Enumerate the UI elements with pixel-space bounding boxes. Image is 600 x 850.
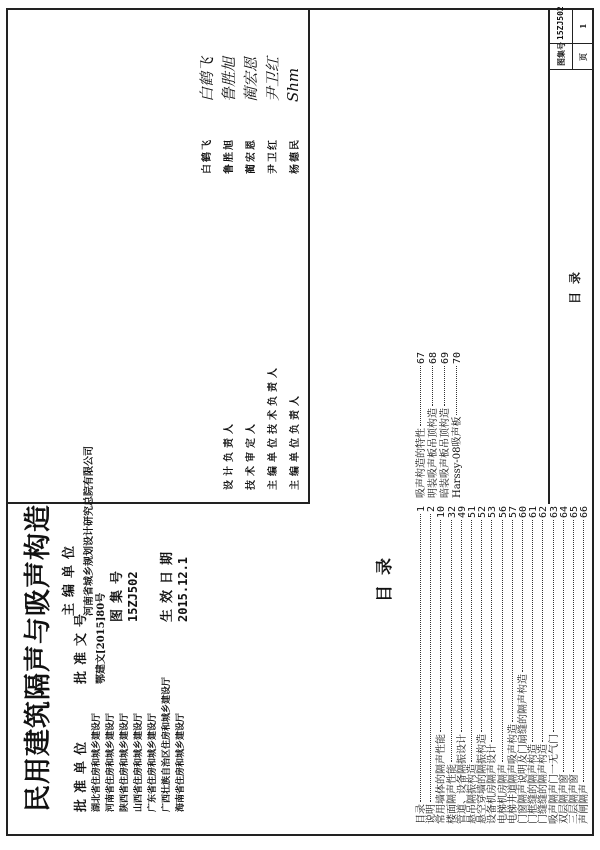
toc-leader-dots (420, 514, 421, 802)
toc-leader-dots (522, 520, 523, 672)
toc-entry-title: 吸声构造的特性 (416, 428, 427, 498)
approval-unit: 广东省住房和城乡建设厅 (148, 712, 158, 812)
toc-entry-title: 悬空穿墙的隔振构造 (477, 734, 489, 824)
toc-entry-title: 门窗隔声说明及门扇缝的隔声构造 (518, 674, 529, 824)
toc-entry-title: 门缝缝的隔声构造 (538, 744, 550, 824)
page-label: 页 (578, 53, 588, 61)
toc-entry-title: 声闸隔声 (579, 784, 591, 824)
toc-leader-dots (481, 520, 482, 732)
toc-leader-dots (502, 520, 503, 762)
toc-leader-dots (512, 520, 513, 722)
signature: 尹卫红 (264, 56, 282, 102)
staff-role: 技术审定人 (246, 420, 257, 490)
toc-entry-page: 49 (456, 506, 468, 519)
personnel-box (8, 10, 310, 504)
toc-entry-title: 双层隔声窗 (558, 774, 570, 824)
atlas-no-value: 15ZJ502 (126, 571, 140, 622)
atlas-no-value: 15ZJ502 (556, 6, 565, 40)
toc-entry-title: 悬吊隔振构造 (467, 764, 478, 824)
sheet-title: 目录 (568, 263, 582, 304)
toc-entry-page: 53 (487, 506, 499, 519)
toc-entry-page: 60 (518, 506, 529, 519)
toc-entry-title: 常用墙体的隔声性能 (436, 734, 448, 824)
toc-entry-page: 61 (528, 506, 540, 519)
toc-entry-title: 三层隔声窗 (569, 774, 580, 824)
staff-role: 设计负责人 (224, 420, 235, 490)
signature: 鲁胜旭 (220, 56, 238, 102)
page-value: 1 (578, 23, 588, 29)
staff-role: 主编单位技术负责人 (268, 364, 279, 490)
approval-unit-list (90, 676, 188, 812)
staff-name: 鲁胜旭 (224, 138, 235, 174)
toc-entry (575, 506, 590, 824)
staff-role: 主编单位负责人 (290, 392, 301, 490)
staff-name: 白鹤飞 (202, 138, 213, 174)
approval-unit: 陕西省住房和城乡建设厅 (120, 712, 130, 812)
toc-entry-title: 说明 (426, 804, 438, 824)
title-block (548, 6, 594, 504)
signature: 蔺宏恩 (242, 56, 260, 102)
toc-entry-title: 门框缝的隔声构造 (528, 744, 540, 824)
right-region (8, 6, 592, 504)
title-block-rule (550, 43, 594, 44)
title-block-rule (572, 10, 573, 70)
toc-leader-dots (491, 520, 492, 742)
toc-entry-page: 1 (416, 506, 427, 513)
toc-entry-title: 电梯机房隔声 (497, 764, 509, 824)
approval-doc-value: 鄂建文[2015]80号 (96, 592, 107, 684)
toc-entry-page: 56 (497, 506, 509, 519)
toc-leader-dots (430, 514, 431, 802)
toc-entry-title: 吸声隔声门一无气门 (548, 734, 560, 824)
toc-leader-dots (471, 520, 472, 762)
staff-name: 杨德民 (290, 138, 301, 174)
toc-entry-page: 69 (440, 352, 451, 365)
signature: Shm (284, 67, 302, 102)
toc-entry-title: 电梯井道隔声吸声构造 (507, 724, 519, 824)
toc-entry-page: 63 (548, 506, 560, 519)
toc-entry-page: 68 (428, 352, 439, 365)
toc-entry-page: 57 (507, 506, 519, 519)
toc-entry-page: 51 (467, 506, 478, 519)
toc-entry-title: 管道、设备隔振设计 (456, 734, 468, 824)
toc-heading: 目录 (375, 548, 395, 602)
atlas-no-label: 图集号 (110, 564, 125, 622)
document-title: 民用建筑隔声与吸声构造 (23, 504, 54, 812)
effective-date-label: 生效日期 (160, 545, 175, 622)
toc-leader-dots (553, 520, 554, 732)
editor-unit-value: 河南省城乡规划设计研究总院有限公司 (84, 446, 95, 616)
toc-leader-dots (451, 520, 452, 762)
toc-entry-title: 暗装吸声板吊顶构造 (440, 408, 451, 498)
toc-entry-title: 楼面隔声性能 (446, 764, 458, 824)
toc-entry-page: 66 (579, 506, 591, 519)
approval-units-label: 批准单位 (74, 735, 89, 812)
toc-leader-dots (583, 520, 584, 782)
staff-name: 尹卫红 (268, 138, 279, 174)
toc-entry-page: 10 (436, 506, 448, 519)
drawing-sheet (6, 8, 594, 836)
toc-leader-dots (542, 520, 543, 742)
editor-unit-label: 主编单位 (62, 539, 77, 616)
toc-entry-page: 67 (416, 352, 427, 365)
toc-entry-page: 65 (569, 506, 580, 519)
toc-leader-dots (440, 520, 441, 732)
toc-leader-dots (532, 520, 533, 742)
signature: 白鹤飞 (198, 56, 216, 102)
toc-entry-title: 设备机房隔声设计 (487, 744, 499, 824)
approval-unit: 湖北省住房和城乡建设厅 (92, 712, 102, 812)
toc-leader-dots (573, 520, 574, 772)
approval-unit: 广西壮族自治区住房和城乡建设厅 (162, 676, 172, 812)
toc-entry-page: 64 (558, 506, 570, 519)
toc-entry-page: 52 (477, 506, 489, 519)
approval-unit: 海南省住房和城乡建设厅 (176, 712, 186, 812)
approval-doc-label: 批准文号 (74, 607, 89, 684)
approval-unit: 河南省住房和城乡建设厅 (106, 712, 116, 812)
toc-entry-title: 目录 (416, 804, 427, 824)
staff-name: 蔺宏恩 (246, 138, 257, 174)
toc-entry-page: 70 (452, 352, 463, 365)
toc-entry-title: Harssy-08吸声板 (452, 416, 463, 498)
effective-date-value: 2015.12.1 (176, 556, 190, 622)
atlas-no-label: 图集号 (556, 42, 566, 66)
toc-leader-dots (563, 520, 564, 772)
toc-entry-page: 2 (426, 506, 438, 513)
toc-entry-title: 明装吸声板吊顶构造 (428, 408, 439, 498)
toc-entry-page: 32 (446, 506, 458, 519)
approval-unit: 山西省住房和城乡建设厅 (134, 712, 144, 812)
toc-leader-dots (461, 520, 462, 732)
toc-entry-page: 62 (538, 506, 550, 519)
